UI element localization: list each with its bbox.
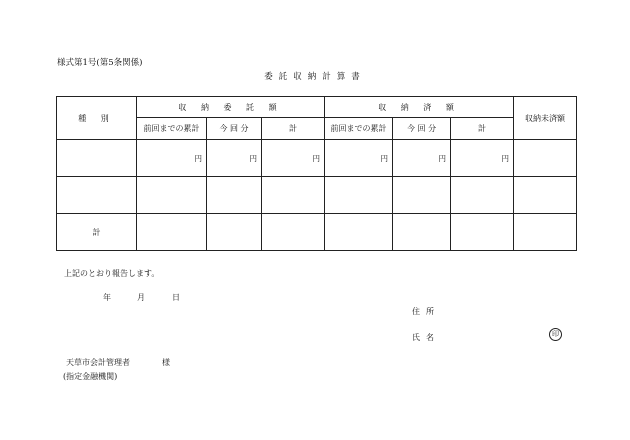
settled-total-cell[interactable] (451, 177, 514, 214)
address-label: 住所 (412, 307, 440, 316)
settled-total-cell[interactable] (451, 214, 514, 251)
consigned-prev-header: 前回までの累計 (137, 118, 207, 140)
consigned-current-cell[interactable] (207, 177, 262, 214)
report-statement: 上記のとおり報告します。 (64, 269, 160, 278)
unsettled-amount-header: 収納未済額 (514, 97, 577, 140)
settled-current-cell[interactable] (393, 177, 451, 214)
table-row (57, 140, 577, 177)
settled-prev-cell[interactable] (325, 140, 393, 177)
yen-unit: 円 (438, 153, 447, 163)
consigned-current-header: 今 回 分 (207, 118, 262, 140)
consigned-total-cell[interactable] (262, 177, 325, 214)
unsettled-cell[interactable] (514, 214, 577, 251)
settled-current-cell[interactable] (393, 214, 451, 251)
name-label: 氏名 (412, 333, 440, 342)
settled-prev-header: 前回までの累計 (325, 118, 393, 140)
recipient-honorific: 様 (162, 358, 170, 367)
consigned-current-cell[interactable] (207, 140, 262, 177)
consigned-prev-cell[interactable] (137, 140, 207, 177)
table-row (57, 177, 577, 214)
consigned-current-cell[interactable] (207, 214, 262, 251)
consigned-total-cell[interactable] (262, 214, 325, 251)
type-cell[interactable] (57, 177, 137, 214)
date-year-label: 年 (103, 293, 111, 302)
type-cell[interactable] (57, 140, 137, 177)
designated-bank-label: (指定金融機関) (63, 372, 118, 381)
yen-unit: 円 (194, 153, 202, 163)
type-header: 種 別 (57, 97, 137, 140)
recipient-name: 天草市会計管理者 (66, 358, 130, 367)
yen-unit: 円 (380, 153, 389, 163)
date-day-label: 日 (172, 293, 180, 302)
settled-total-header: 計 (451, 118, 514, 140)
total-row-label: 計 (57, 214, 137, 251)
yen-unit: 円 (249, 153, 257, 163)
yen-unit: 円 (312, 153, 321, 163)
unsettled-cell[interactable] (514, 177, 577, 214)
consigned-prev-cell[interactable] (137, 214, 207, 251)
settled-current-cell[interactable] (393, 140, 451, 177)
consigned-total-cell[interactable] (262, 140, 325, 177)
total-row (57, 214, 577, 251)
settled-prev-cell[interactable] (325, 177, 393, 214)
seal-mark: 印 (549, 328, 562, 341)
consigned-amount-header: 収 納 委 託 額 (137, 97, 325, 118)
settled-current-header: 今 回 分 (393, 118, 451, 140)
unsettled-cell[interactable] (514, 140, 577, 177)
yen-unit: 円 (501, 153, 510, 163)
document-title: 委託収納計算書 (264, 72, 366, 82)
settlement-table (56, 96, 577, 251)
consigned-prev-cell[interactable] (137, 177, 207, 214)
settled-amount-header: 収 納 済 額 (325, 97, 514, 118)
form-number: 様式第1号(第5条関係) (57, 58, 143, 68)
settled-total-cell[interactable] (451, 140, 514, 177)
date-month-label: 月 (137, 293, 145, 302)
consigned-total-header: 計 (262, 118, 325, 140)
settled-prev-cell[interactable] (325, 214, 393, 251)
